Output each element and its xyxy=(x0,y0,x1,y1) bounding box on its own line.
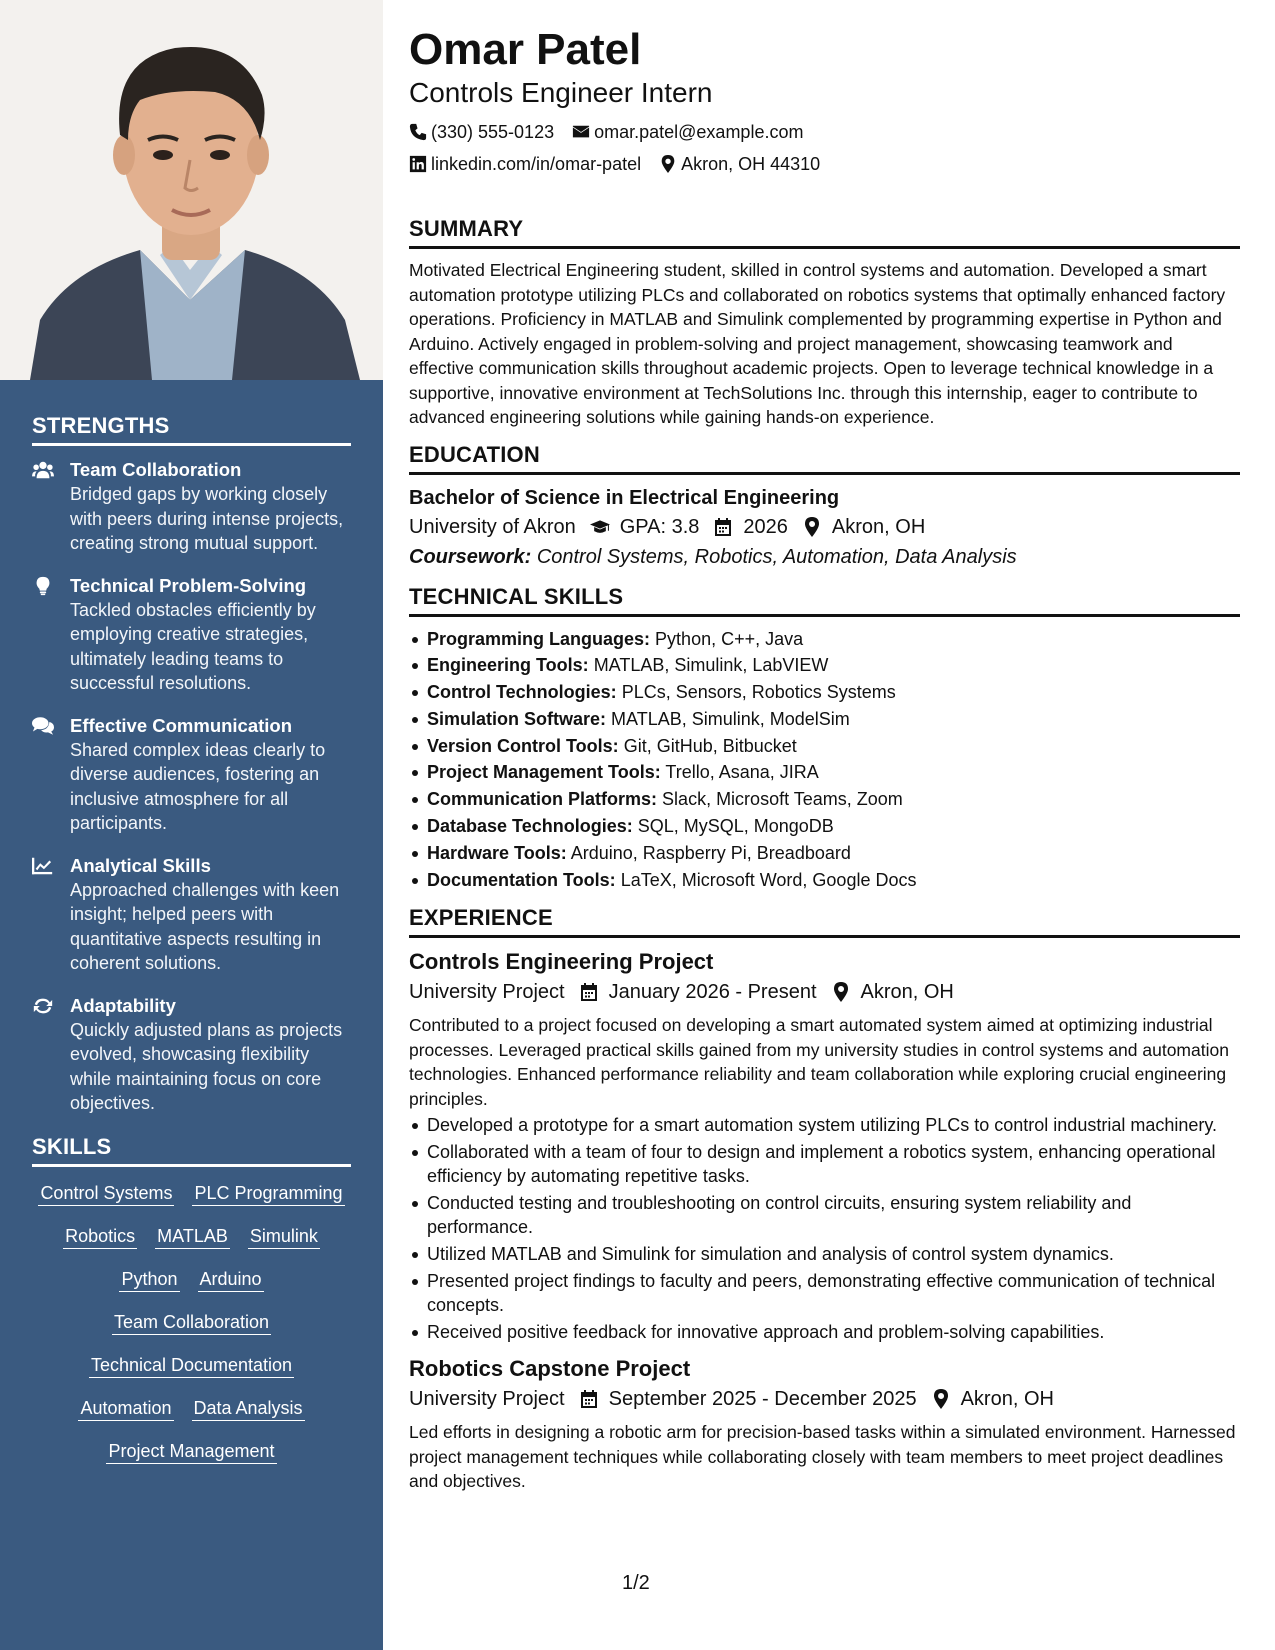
linkedin-icon xyxy=(409,155,427,173)
skill-value: MATLAB, Simulink, LabVIEW xyxy=(593,655,829,676)
page-number: 1/2 xyxy=(622,1572,650,1594)
list-item: Collaborated with a team of four to design and implement a robotics system, enhancing operational efficiency by automating repetitive tasks. xyxy=(409,1140,1240,1188)
project-location: Akron, OH xyxy=(860,981,954,1004)
list-item: Received positive feedback for innovative approach and problem-solving capabilities. xyxy=(409,1320,1240,1344)
project-dates-item xyxy=(579,977,817,1007)
project-dates: September 2025 - December 2025 xyxy=(608,1388,917,1411)
skill-tag: Technical Documentation xyxy=(89,1353,294,1378)
email-contact[interactable] xyxy=(572,116,803,148)
strength-desc: Bridged gaps by working closely with peers during intense projects, creating strong mutual support. xyxy=(70,484,344,553)
skill-tag: PLC Programming xyxy=(192,1181,344,1206)
project-description: Contributed to a project focused on developing a smart automated system aimed at optimizing industrial processes. Leveraged practical skills gained from my university studies in control systems and automation technologies. Enhanced performance reliability and team collaboration while exploring crucial engineering principles. xyxy=(409,1015,1229,1109)
school-name: University of Akron xyxy=(409,515,576,538)
list-item xyxy=(409,867,1240,894)
project-title: Controls Engineering Project xyxy=(409,949,714,975)
strength-desc: Shared complex ideas clearly to diverse audiences, fostering an inclusive atmosphere for all participants. xyxy=(70,739,326,833)
skill-tag: Project Management xyxy=(106,1439,276,1464)
strength-item xyxy=(32,458,351,556)
project-location-item xyxy=(831,977,954,1007)
skill-tag: Data Analysis xyxy=(192,1396,305,1421)
skill-row xyxy=(32,1439,351,1464)
map-pin-icon xyxy=(831,982,851,1002)
strength-item xyxy=(32,854,351,976)
skill-tag: MATLAB xyxy=(155,1224,230,1249)
project-org: University Project xyxy=(409,1388,565,1411)
education-meta xyxy=(409,512,1240,542)
chart-line-icon xyxy=(32,854,70,976)
coursework xyxy=(409,542,1240,572)
list-item xyxy=(409,786,1240,813)
comments-icon xyxy=(32,714,70,836)
project-title: Robotics Capstone Project xyxy=(409,1356,691,1382)
summary-text: Motivated Electrical Engineering student, skilled in control systems and automation. Developed a smart automation prototype utilizing PLCs and collaborated on robotics systems that optimally enhanced factory operations. Proficiency in MATLAB and Simulink complemented by programming expertise in Python and Arduino. Actively engaged in problem-solving and project management, showcasing teamwork and effective communication skills throughout academic projects. Open to leverage technical knowledge in a supportive, innovative environment at TechSolutions Inc. through this internship, eager to contribute to advanced engineering solutions while gaining hands-on experience. xyxy=(409,260,1226,427)
main-content xyxy=(409,24,1240,1496)
skill-value: Slack, Microsoft Teams, Zoom xyxy=(662,789,903,810)
skill-label: Control Technologies: xyxy=(427,682,617,703)
project-location-item xyxy=(931,1384,1054,1414)
phone-text: (330) 555-0123 xyxy=(431,122,555,142)
map-pin-icon xyxy=(802,517,822,537)
skill-row xyxy=(32,1267,351,1292)
phone-contact[interactable] xyxy=(409,116,554,148)
grad-year-item xyxy=(713,512,788,542)
job-title: Controls Engineer Intern xyxy=(409,77,713,108)
skill-value: Arduino, Raspberry Pi, Breadboard xyxy=(570,842,851,863)
map-pin-icon xyxy=(659,155,677,173)
skill-label: Documentation Tools: xyxy=(427,869,616,890)
list-item xyxy=(409,733,1240,760)
skill-label: Version Control Tools: xyxy=(427,735,619,756)
strength-title: Technical Problem-Solving xyxy=(70,574,307,596)
project-dates: January 2026 - Present xyxy=(608,981,817,1004)
skill-tag: Control Systems xyxy=(38,1181,174,1206)
technical-skills-heading: TECHNICAL SKILLS xyxy=(409,584,1240,617)
strength-desc: Quickly adjusted plans as projects evolved, showcasing flexibility while maintaining focus on core objectives. xyxy=(70,1019,343,1113)
list-item: Utilized MATLAB and Simulink for simulation and analysis of control system dynamics. xyxy=(409,1242,1240,1266)
linkedin-contact[interactable] xyxy=(409,148,641,180)
contact-line xyxy=(409,116,1240,148)
graduation-cap-icon xyxy=(590,517,610,537)
skill-value: Git, GitHub, Bitbucket xyxy=(623,735,797,756)
skill-tag: Automation xyxy=(78,1396,173,1421)
users-icon xyxy=(32,458,70,556)
technical-skills-list xyxy=(409,626,1240,894)
gpa-item xyxy=(590,512,700,542)
skill-label: Engineering Tools: xyxy=(427,655,589,676)
strength-title: Team Collaboration xyxy=(70,459,242,480)
skill-value: Python, C++, Java xyxy=(655,628,804,649)
sync-icon xyxy=(32,994,70,1116)
profile-photo-illustration xyxy=(0,0,383,380)
project-dates-item xyxy=(579,1384,917,1414)
skill-label: Simulation Software: xyxy=(427,708,607,729)
skill-tag: Simulink xyxy=(248,1224,320,1249)
sidebar-panel xyxy=(0,380,383,1650)
location-text: Akron, OH 44310 xyxy=(681,154,821,174)
skill-label: Hardware Tools: xyxy=(427,842,567,863)
map-pin-icon xyxy=(931,1389,951,1409)
skill-row xyxy=(32,1181,351,1206)
skill-value: SQL, MySQL, MongoDB xyxy=(637,816,834,837)
strength-desc: Tackled obstacles efficiently by employing creative strategies, ultimately leading teams to successful resolutions. xyxy=(70,599,316,693)
strength-title: Adaptability xyxy=(70,994,176,1016)
project-meta xyxy=(409,977,1240,1007)
list-item xyxy=(409,706,1240,733)
experience-entry xyxy=(409,947,1240,1344)
skill-row xyxy=(32,1396,351,1421)
linkedin-text: linkedin.com/in/omar-patel xyxy=(431,154,642,174)
list-item: Presented project findings to faculty and peers, demonstrating effective communication of technical concepts. xyxy=(409,1269,1240,1317)
list-item xyxy=(409,840,1240,867)
location-contact xyxy=(659,148,820,180)
grad-year-text: 2026 xyxy=(743,515,788,538)
strength-desc: Approached challenges with keen insight; helped peers with quantitative aspects resulting in coherent solutions. xyxy=(70,879,340,973)
skill-label: Programming Languages: xyxy=(427,628,651,649)
skill-tag: Arduino xyxy=(198,1267,264,1292)
skill-row xyxy=(32,1353,351,1378)
summary-heading: SUMMARY xyxy=(409,216,1240,249)
coursework-label: Coursework: xyxy=(409,545,532,568)
degree-title: Bachelor of Science in Electrical Engineering xyxy=(409,486,840,509)
calendar-icon xyxy=(713,517,733,537)
coursework-text: Control Systems, Robotics, Automation, Data Analysis xyxy=(536,545,1017,568)
skill-value: LaTeX, Microsoft Word, Google Docs xyxy=(620,869,917,890)
list-item xyxy=(409,759,1240,786)
skill-tag: Robotics xyxy=(63,1224,137,1249)
profile-photo xyxy=(0,0,383,380)
list-item xyxy=(409,679,1240,706)
strength-title: Analytical Skills xyxy=(70,854,211,876)
email-text: omar.patel@example.com xyxy=(594,122,804,142)
experience-entry xyxy=(409,1354,1240,1494)
list-item: Conducted testing and troubleshooting on control circuits, ensuring system reliability and performance. xyxy=(409,1191,1240,1239)
skill-row xyxy=(32,1224,351,1249)
contact-line xyxy=(409,148,1240,180)
project-org: University Project xyxy=(409,981,565,1004)
skill-tag: Python xyxy=(119,1267,179,1292)
candidate-name: Omar Patel xyxy=(409,25,642,74)
strength-item xyxy=(32,714,351,836)
skill-label: Project Management Tools: xyxy=(427,762,661,783)
project-bullets xyxy=(409,1113,1240,1344)
project-location: Akron, OH xyxy=(960,1388,1054,1411)
experience-heading: EXPERIENCE xyxy=(409,905,1240,938)
skill-label: Communication Platforms: xyxy=(427,789,658,810)
education-heading: EDUCATION xyxy=(409,442,1240,475)
lightbulb-icon xyxy=(32,574,70,696)
school-location-text: Akron, OH xyxy=(831,515,926,538)
gpa-text: GPA: 3.8 xyxy=(619,515,700,538)
strength-title: Effective Communication xyxy=(70,714,293,736)
list-item xyxy=(409,652,1240,679)
list-item xyxy=(409,626,1240,653)
envelope-icon xyxy=(572,123,590,141)
skill-tag: Team Collaboration xyxy=(112,1310,271,1335)
calendar-icon xyxy=(579,1389,599,1409)
sidebar xyxy=(0,0,383,1650)
skill-value: MATLAB, Simulink, ModelSim xyxy=(611,708,850,729)
skill-value: Trello, Asana, JIRA xyxy=(665,762,819,783)
strengths-heading: STRENGTHS xyxy=(32,413,351,446)
school-location-item xyxy=(802,512,925,542)
project-meta xyxy=(409,1384,1240,1414)
skill-label: Database Technologies: xyxy=(427,816,633,837)
skill-value: PLCs, Sensors, Robotics Systems xyxy=(621,682,896,703)
calendar-icon xyxy=(579,982,599,1002)
skill-row xyxy=(32,1310,351,1335)
list-item xyxy=(409,813,1240,840)
phone-icon xyxy=(409,123,427,141)
strength-item xyxy=(32,994,351,1116)
project-description: Led efforts in designing a robotic arm for precision-based tasks within a simulated environment. Harnessed project management techniques while collaborating closely with team members to meet project deadlines and objectives. xyxy=(409,1422,1236,1492)
list-item: Developed a prototype for a smart automation system utilizing PLCs to control industrial machinery. xyxy=(409,1113,1240,1137)
strength-item xyxy=(32,574,351,696)
skills-heading: SKILLS xyxy=(32,1134,351,1167)
